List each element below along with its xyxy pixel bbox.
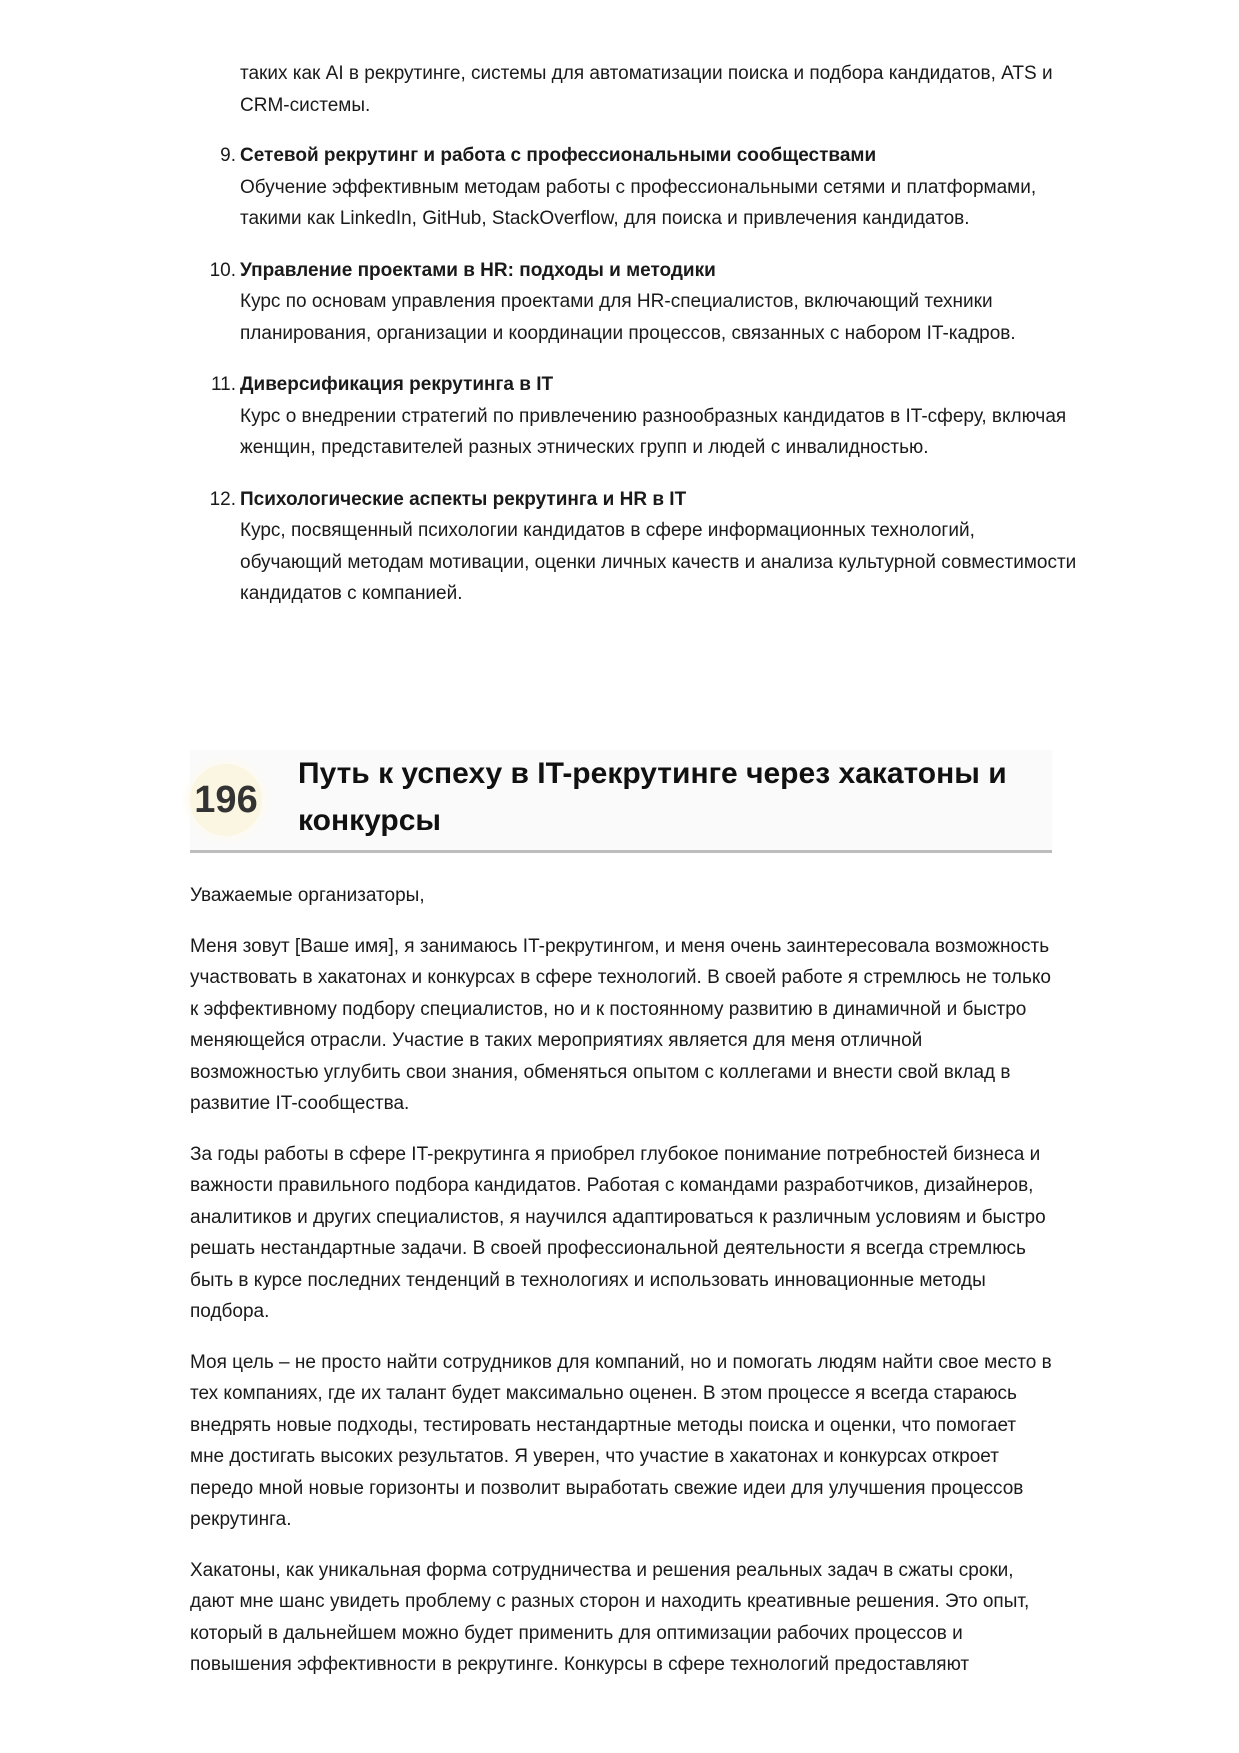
list-item <box>209 255 1080 350</box>
list-item-title: Диверсификация рекрутинга в IT <box>240 374 554 395</box>
letter-paragraph: Моя цель – не просто найти сотрудников для компаний, но и помогать людям найти свое место в тех компаниях, где их талант будет максимально оценен. В этом процессе я всегда стараюсь внедрять новые подходы, тестировать нестандартные методы поиска и оценки, что помогает мне достигать высоких результатов. Я уверен, что участие в хакатонах и конкурсах откроет передо мной новые горизонты и позволит выработать свежие идеи для улучшения процессов рекрутинга. <box>190 1351 1052 1530</box>
previous-item-continuation: таких как AI в рекрутинге, системы для автоматизации поиска и подбора кандидатов, ATS и CRM-системы. <box>240 63 1053 116</box>
list-item-description: Курс по основам управления проектами для HR-специалистов, включающий техники планирования, организации и координации процессов, связанных с набором IT-кадров. <box>240 291 1016 344</box>
chapter-title: Путь к успеху в IT-рекрутинге через хакатоны и конкурсы <box>298 757 1007 837</box>
list-item-title: Психологические аспекты рекрутинга и HR в IT <box>240 488 687 510</box>
list-item-description: Курс, посвященный психологии кандидатов в сфере информационных технологий, обучающий методам мотивации, оценки личных качеств и анализа культурной совместимости кандидатов с компанией. <box>240 520 1077 604</box>
course-list <box>209 140 1080 630</box>
list-item <box>220 140 1080 235</box>
letter-paragraph: За годы работы в сфере IT-рекрутинга я приобрел глубокое понимание потребностей бизнеса и важности правильного подбора кандидатов. Работая с командами разработчиков, дизайнеров, аналитиков и других специалистов, я научился адаптироваться к различным условиям и быстро решать нестандартные задачи. В своей профессиональной деятельности я всегда стремлюсь быть в курсе последних тенденций в технологиях и использовать инновационные методы подбора. <box>190 1143 1046 1322</box>
letter-paragraph: Хакатоны, как уникальная форма сотрудничества и решения реальных задач в сжаты сроки, дают мне шанс увидеть проблему с разных сторон и находить креативные решения. Это опыт, который в дальнейшем можно будет применить для оптимизации рабочих процессов и повышения эффективности в рекрутинге. Конкурсы в сфере технологий предоставляют <box>190 1559 1030 1675</box>
list-item-description: Обучение эффективным методам работы с профессиональными сетями и платформами, такими как LinkedIn, GitHub, StackOverflow, для поиска и привлечения кандидатов. <box>240 176 1037 229</box>
chapter-number-badge: 196 <box>190 764 262 836</box>
list-item <box>210 369 1080 464</box>
list-item <box>209 484 1080 610</box>
list-item-title: Сетевой рекрутинг и работа с профессиональными сообществами <box>240 145 877 166</box>
chapter-header <box>190 750 1052 853</box>
letter-body <box>190 880 1052 1700</box>
list-item-description: Курс о внедрении стратегий по привлечению разнообразных кандидатов в IT-сферу, включая женщин, представителей разных этнических групп и людей с инвалидностью. <box>240 405 1067 458</box>
letter-paragraph: Меня зовут [Ваше имя], я занимаюсь IT-рекрутингом, и меня очень заинтересовала возможность участвовать в хакатонах и конкурсах в сфере технологий. В своей работе я стремлюсь не только к эффективному подбору специалистов, но и к постоянному развитию в динамичной и быстро меняющейся отрасли. Участие в таких мероприятиях является для меня отличной возможностью углубить свои знания, обменяться опытом с коллегами и внести свой вклад в развитие IT-сообщества. <box>190 935 1051 1114</box>
letter-greeting: Уважаемые организаторы, <box>190 885 425 906</box>
list-item-number: 12. <box>209 488 236 510</box>
list-item-number: 10. <box>209 259 236 281</box>
list-item-title: Управление проектами в HR: подходы и методики <box>240 259 716 281</box>
list-item-number: 9. <box>220 145 236 166</box>
list-item-number: 11. <box>210 374 236 395</box>
